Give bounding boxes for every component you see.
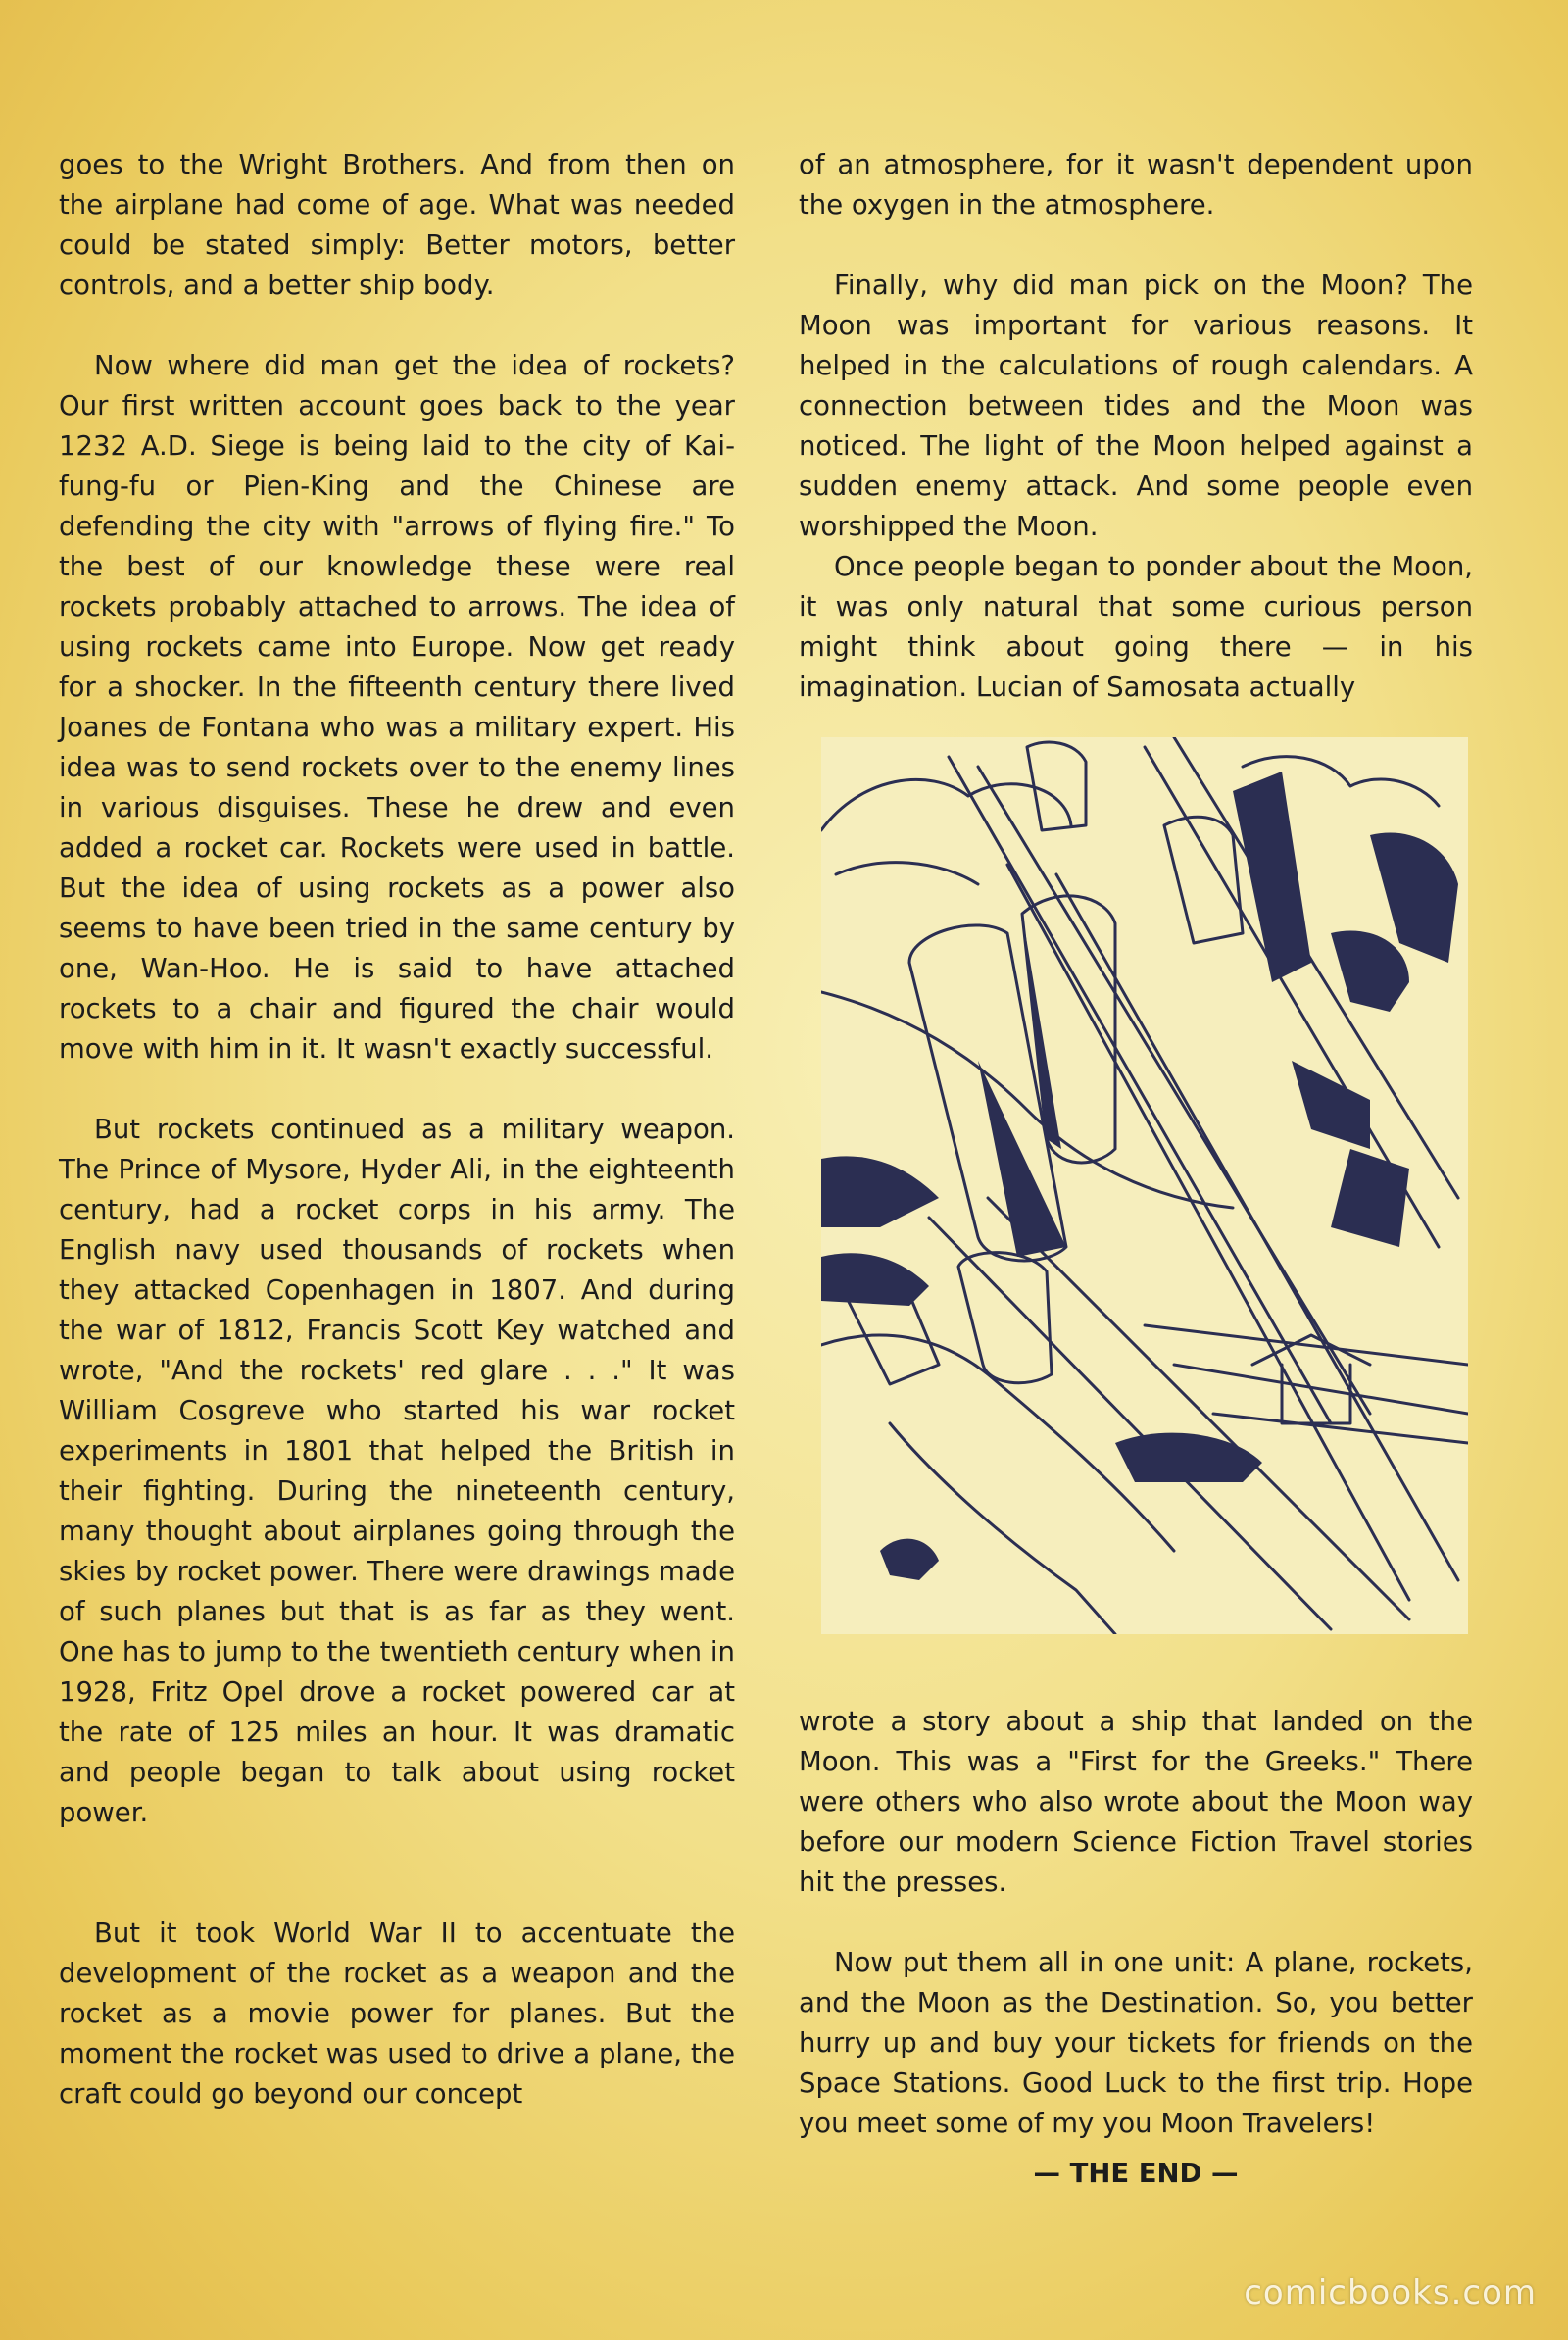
- paragraph: wrote a story about a ship that landed on the Moon. This was a "First for the Greeks." There were others who also wrote about the Moon way before our modern Science Fiction Travel stories hit the presses.: [799, 1706, 1473, 1898]
- paragraph: Now where did man get the idea of rockets? Our first written account goes back to the year 1232 A.D. Siege is being laid to the city of Kai-fung-fu or Pien-King and the Chinese are defending the city with "arrows of flying fire." To the best of our knowledge these were real rockets probably attached to arrows. The idea of using rockets came into Europe. Now get ready for a shocker. In the fifteenth century there lived Joanes de Fontana who was a military expert. His idea was to send rockets over to the enemy lines in various disguises. These he drew and even added a rocket car. Rockets were used in battle. But the idea of using rockets as a power also seems to have been tried in the same century by one, Wan-Hoo. He is said to have attached rockets to a chair and figured the chair would move with him in it. It wasn't exactly successful.: [59, 350, 735, 1065]
- paragraph: of an atmosphere, for it wasn't dependent upon the oxygen in the atmosphere.: [799, 149, 1473, 221]
- the-end-label: — THE END —: [1033, 2158, 1239, 2189]
- paragraph: Finally, why did man pick on the Moon? The Moon was important for various reasons. It helped in the calculations of rough calendars. A connection between tides and the Moon was noticed. The light of the Moon helped against a sudden enemy attack. And some people even worshipped the Moon.: [799, 270, 1473, 542]
- right-text-column-bottom: [799, 1702, 1473, 2194]
- rocket-arrows-illustration: [821, 737, 1468, 1634]
- paragraph: Now put them all in one unit: A plane, rockets, and the Moon as the Destination. So, you better hurry up and buy your tickets for friends on the Space Stations. Good Luck to the first trip. Hope you meet some of my you Moon Travelers!: [799, 1947, 1473, 2139]
- right-text-column-top: [799, 145, 1473, 708]
- paragraph: But rockets continued as a military weapon. The Prince of Mysore, Hyder Ali, in the eighteenth century, had a rocket corps in his army. The English navy used thousands of rockets when they attacked Copenhagen in 1807. And during the war of 1812, Francis Scott Key watched and wrote, "And the rockets' red glare . . ." It was William Cosgreve who started his war rocket experiments in 1801 that helped the British in their fighting. During the nineteenth century, many thought about airplanes going through the skies by rocket power. There were drawings made of such planes but that is as far as they went. One has to jump to the twentieth century when in 1928, Fritz Opel drove a rocket powered car at the rate of 125 miles an hour. It was dramatic and people began to talk about using rocket power.: [59, 1114, 735, 1828]
- left-text-column: [59, 145, 735, 2115]
- paragraph: Once people began to ponder about the Moon, it was only natural that some curious person might think about going there — in his imagination. Lucian of Samosata actually: [799, 551, 1473, 703]
- paragraph: But it took World War II to accentuate the development of the rocket as a weapon and the rocket as a movie power for planes. But the moment the rocket was used to drive a plane, the craft could go beyond our concept: [59, 1917, 735, 2110]
- paragraph: goes to the Wright Brothers. And from then on the airplane had come of age. What was needed could be stated simply: Better motors, better controls, and a better ship body.: [59, 149, 735, 301]
- watermark-text: comicbooks.com: [1244, 2273, 1537, 2313]
